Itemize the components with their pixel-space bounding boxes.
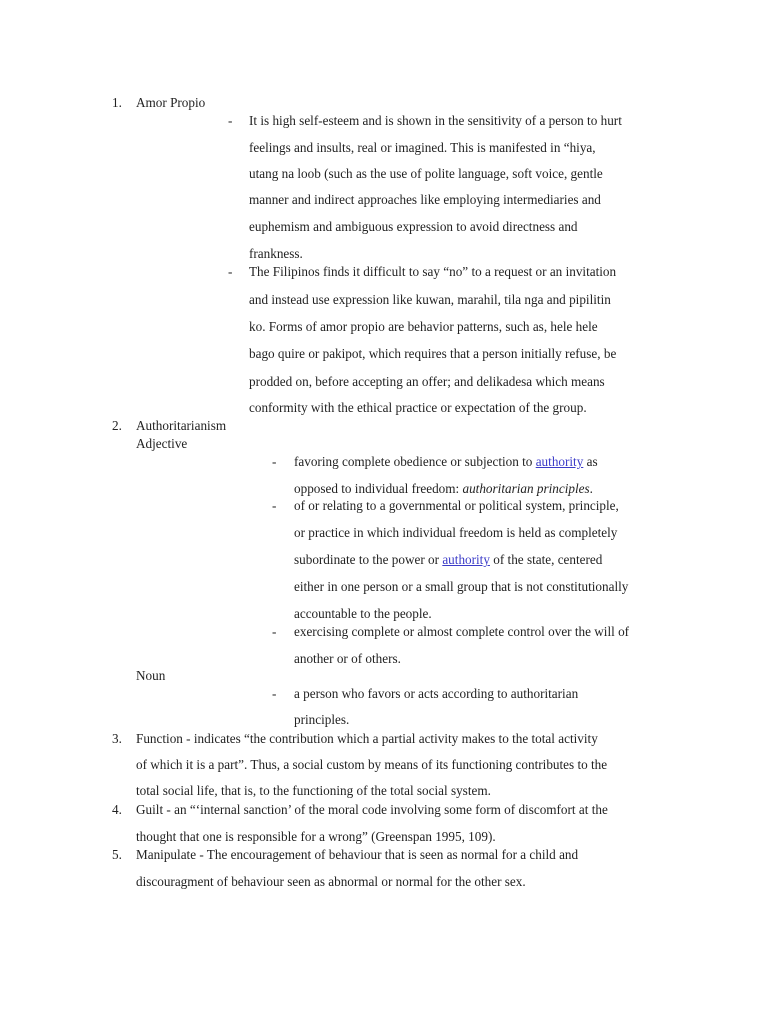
example-phrase: authoritarian principles	[462, 481, 590, 496]
bullet-line: frankness.	[249, 246, 303, 261]
bullet-line	[294, 552, 602, 568]
part-of-speech-label: Adjective	[136, 436, 188, 451]
bullet-line: of or relating to a governmental or political system, principle,	[294, 498, 619, 513]
bullet-dash: -	[272, 498, 277, 513]
bullet-dash: -	[228, 264, 233, 279]
list-number: 2.	[112, 418, 122, 433]
part-of-speech-label: Noun	[136, 668, 166, 683]
list-number: 4.	[112, 802, 122, 817]
bullet-line: ko. Forms of amor propio are behavior patterns, such as, hele hele	[249, 319, 598, 334]
bullet-dash: -	[272, 624, 277, 639]
bullet-line: utang na loob (such as the use of polite language, soft voice, gentle	[249, 166, 603, 181]
list-number: 5.	[112, 847, 122, 862]
bullet-line: manner and indirect approaches like employing intermediaries and	[249, 192, 601, 207]
bullet-line	[294, 454, 598, 470]
text-run: .	[589, 481, 593, 496]
text-run: favoring complete obedience or subjection to	[294, 454, 536, 469]
bullet-dash: -	[272, 686, 277, 701]
item-line: Function - indicates “the contribution which a partial activity makes to the total activity	[136, 731, 598, 746]
item-term: Amor Propio	[136, 95, 206, 110]
bullet-line: accountable to the people.	[294, 606, 432, 621]
item-line: total social life, that is, to the functioning of the total social system.	[136, 783, 491, 798]
bullet-line: conformity with the ethical practice or expectation of the group.	[249, 400, 587, 415]
item-line: Guilt - an “‘internal sanction’ of the moral code involving some form of discomfort at the	[136, 802, 608, 817]
text-run: subordinate to the power or	[294, 552, 443, 567]
bullet-dash: -	[228, 113, 233, 128]
item-line: discouragment of behaviour seen as abnormal or normal for the other sex.	[136, 874, 526, 889]
text-run: as	[583, 454, 598, 469]
item-line: Manipulate - The encouragement of behaviour that is seen as normal for a child and	[136, 847, 579, 862]
bullet-line	[294, 481, 593, 497]
bullet-line: a person who favors or acts according to authoritarian	[294, 686, 579, 701]
bullet-line: either in one person or a small group that is not constitutionally	[294, 579, 629, 594]
item-line: of which it is a part”. Thus, a social custom by means of its functioning contributes to the	[136, 757, 608, 772]
bullet-line: feelings and insults, real or imagined. This is manifested in “hiya,	[249, 140, 596, 155]
authority-link[interactable]: authority	[535, 454, 584, 469]
bullet-line: principles.	[294, 712, 350, 727]
bullet-line: It is high self-esteem and is shown in the sensitivity of a person to hurt	[249, 113, 622, 128]
bullet-line: The Filipinos finds it difficult to say “no” to a request or an invitation	[249, 264, 617, 279]
bullet-line: bago quire or pakipot, which requires that a person initially refuse, be	[249, 346, 617, 361]
bullet-line: euphemism and ambiguous expression to avoid directness and	[249, 219, 578, 234]
item-line: thought that one is responsible for a wrong” (Greenspan 1995, 109).	[136, 829, 496, 844]
text-run: of the state, centered	[489, 552, 603, 567]
bullet-line: another or of others.	[294, 651, 401, 666]
list-number: 1.	[112, 95, 122, 110]
text-run: opposed to individual freedom:	[294, 481, 463, 496]
list-number: 3.	[112, 731, 122, 746]
bullet-line: exercising complete or almost complete control over the will of	[294, 624, 630, 639]
item-term: Authoritarianism	[136, 418, 227, 433]
authority-link[interactable]: authority	[442, 552, 490, 567]
bullet-line: or practice in which individual freedom is held as completely	[294, 525, 618, 540]
bullet-dash: -	[272, 454, 277, 469]
bullet-line: and instead use expression like kuwan, marahil, tila nga and pipilitin	[249, 292, 611, 307]
bullet-line: prodded on, before accepting an offer; and delikadesa which means	[249, 374, 605, 389]
